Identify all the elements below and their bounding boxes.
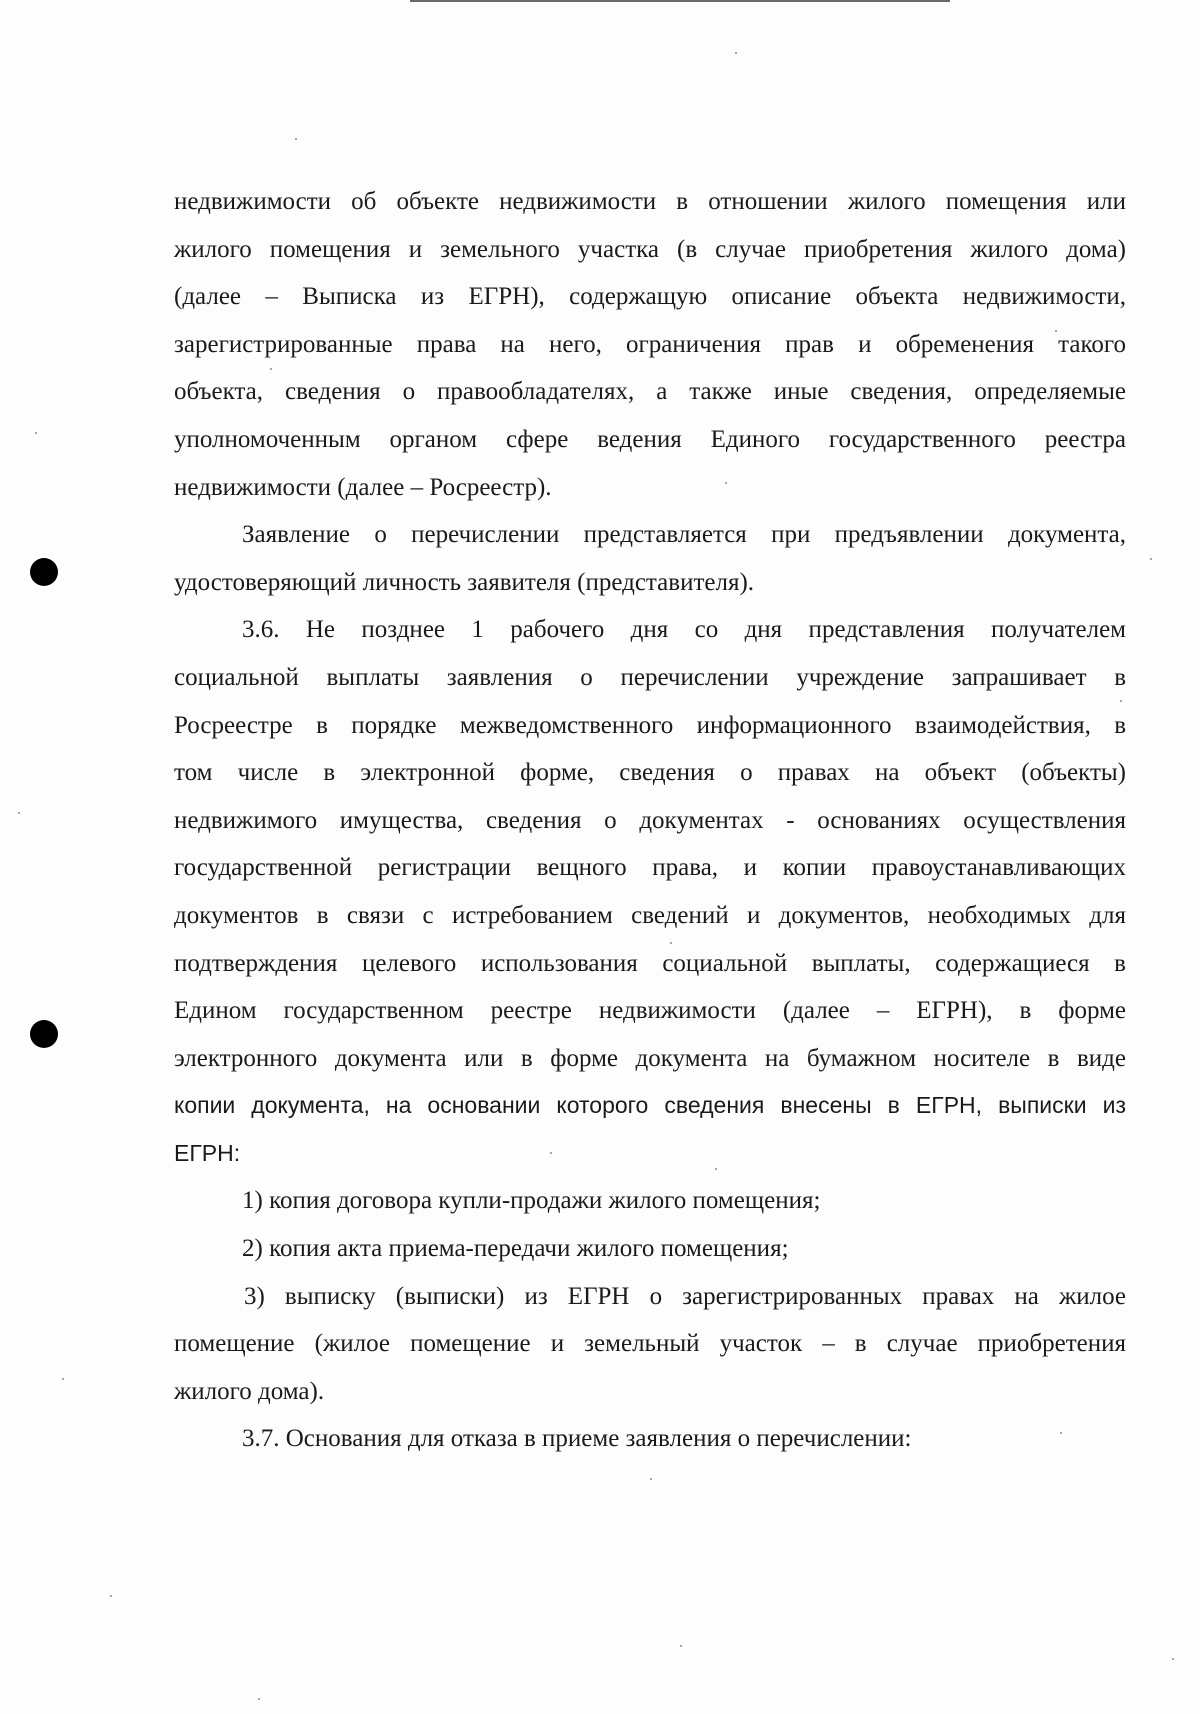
- text-line: электронного документа или в форме документа на бумажном носителе в виде: [174, 1044, 1126, 1072]
- text-line: государственной регистрации вещного права, и копии правоустанавливающих: [174, 854, 1126, 882]
- text-line: помещение (жилое помещение и земельный участок – в случае приобретения: [174, 1330, 1126, 1358]
- text-line: Росреестре в порядке межведомственного информационного взаимодействия, в: [174, 711, 1126, 739]
- scan-speck: [1150, 558, 1152, 560]
- text-line: (далее – Выписка из ЕГРН), содержащую описание объекта недвижимости,: [174, 283, 1126, 311]
- text-line: документов в связи с истребованием сведений и документов, необходимых для: [174, 901, 1126, 929]
- scan-speck: [258, 1698, 260, 1700]
- scan-speck: [680, 1645, 682, 1647]
- text-line: ЕГРН:: [174, 1139, 241, 1166]
- scan-speck: [62, 1378, 64, 1380]
- text-line: копии документа, на основании которого сведения внесены в ЕГРН, выписки из: [174, 1092, 1126, 1119]
- text-line: уполномоченным органом сфере ведения Единого государственного реестра: [174, 425, 1126, 453]
- scan-speck: [1172, 1658, 1174, 1660]
- text-line: подтверждения целевого использования социальной выплаты, содержащиеся в: [174, 949, 1126, 977]
- list-item: 3) выписку (выписки) из ЕГРН о зарегистрированных правах на жилое: [244, 1282, 1126, 1310]
- paragraph-first-line: Заявление о перечислении представляется при предъявлении документа,: [242, 521, 1126, 549]
- text-line: социальной выплаты заявления о перечислении учреждение запрашивает в: [174, 663, 1126, 691]
- text-line: объекта, сведения о правообладателях, а также иные сведения, определяемые: [174, 378, 1126, 406]
- text-line: жилого дома).: [174, 1377, 325, 1405]
- list-item: 2) копия акта приема-передачи жилого помещения;: [242, 1235, 789, 1263]
- text-line: удостоверяющий личность заявителя (представителя).: [174, 568, 755, 596]
- scan-speck: [735, 52, 737, 54]
- paragraph-first-line: 3.6. Не позднее 1 рабочего дня со дня представления получателем: [242, 616, 1126, 644]
- scan-speck: [110, 1595, 112, 1597]
- text-line: недвижимости (далее – Росреестр).: [174, 473, 552, 501]
- list-item: 1) копия договора купли-продажи жилого помещения;: [242, 1187, 821, 1215]
- text-line: зарегистрированные права на него, ограничения прав и обременения такого: [174, 330, 1126, 358]
- text-line: недвижимого имущества, сведения о документах - основаниях осуществления: [174, 806, 1126, 834]
- scan-speck: [18, 812, 20, 814]
- punch-hole-lower: [30, 1020, 58, 1048]
- text-line: том числе в электронной форме, сведения о правах на объект (объекты): [174, 759, 1126, 787]
- scan-speck: [295, 138, 297, 140]
- scan-speck: [35, 432, 37, 434]
- top-border-line: [410, 0, 950, 2]
- section-heading: 3.7. Основания для отказа в приеме заявления о перечислении:: [242, 1425, 912, 1453]
- text-line: недвижимости об объекте недвижимости в отношении жилого помещения или: [174, 188, 1126, 215]
- text-line: Едином государственном реестре недвижимости (далее – ЕГРН), в форме: [174, 997, 1126, 1025]
- document-body: [174, 178, 1126, 1463]
- text-line: жилого помещения и земельного участка (в случае приобретения жилого дома): [174, 235, 1126, 263]
- scan-speck: [650, 1478, 652, 1480]
- punch-hole-upper: [30, 558, 58, 586]
